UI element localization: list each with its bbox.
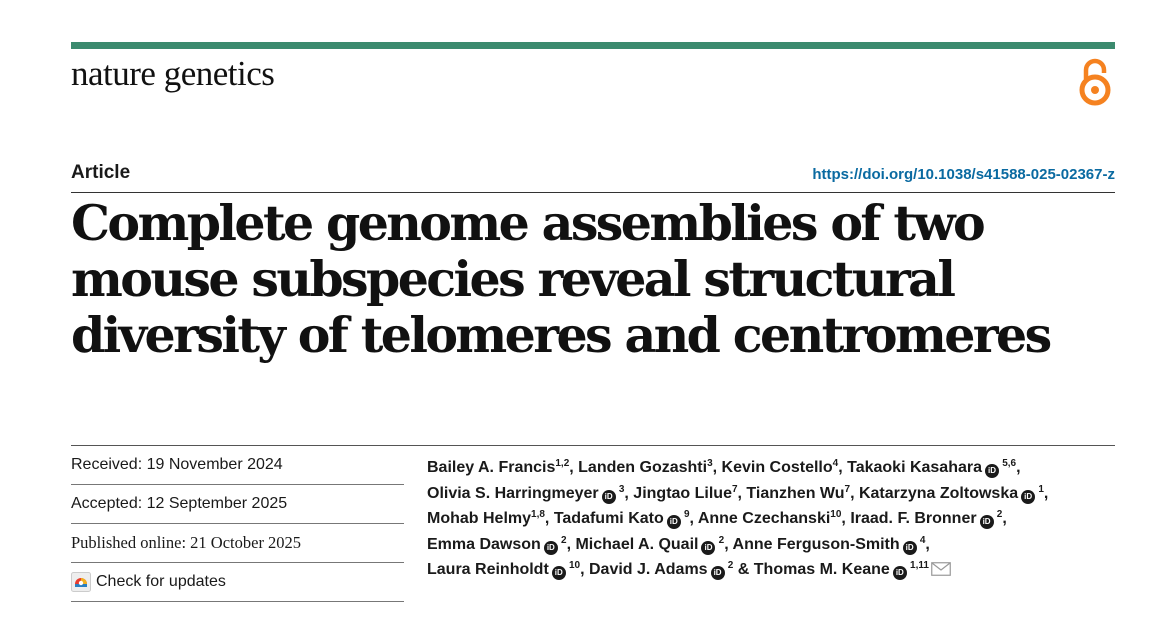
doi-link[interactable]: https://doi.org/10.1038/s41588-025-02367-z xyxy=(812,166,1115,183)
affiliation-marker[interactable]: 7 xyxy=(731,483,738,495)
orcid-icon[interactable]: iD xyxy=(893,566,907,580)
affiliation-marker[interactable]: 7 xyxy=(844,483,851,495)
check-for-updates-icon xyxy=(71,572,91,592)
author-name[interactable]: Iraad. F. Bronner iD $^2$ xyxy=(850,509,1003,527)
affiliation-marker[interactable]: 9 xyxy=(683,509,690,520)
orcid-icon[interactable]: iD xyxy=(667,515,681,529)
author-line: Laura Reinholdt iD $^{10}$, David J. Adams iD $^2$ & Thomas M. Keane iD $^{1,11}$ xyxy=(427,557,1127,583)
author-name[interactable]: Katarzyna Zoltowska iD $^1$ xyxy=(858,483,1044,502)
affiliation-marker[interactable]: 5,6 xyxy=(1002,458,1017,469)
author-name[interactable]: Thomas M. Keane iD $^{1,11}$ xyxy=(753,560,929,578)
orcid-icon[interactable]: iD xyxy=(602,490,616,504)
accepted-date: Accepted: 12 September 2025 xyxy=(71,485,404,524)
author-name[interactable]: Anne Czechanski$^{10}$ xyxy=(697,509,842,527)
article-title: Complete genome assemblies of two mouse subspecies reveal structural diversity of telomeres and centromeres xyxy=(71,194,1050,364)
author-name[interactable]: Landen Gozashti$^3$ xyxy=(578,458,713,476)
orcid-icon[interactable]: iD xyxy=(903,541,917,555)
author-name[interactable]: Olivia S. Harringmeyer iD $^3$ xyxy=(427,483,625,502)
orcid-icon[interactable]: iD xyxy=(544,541,558,555)
orcid-icon[interactable]: iD xyxy=(1021,490,1035,504)
author-name[interactable]: Bailey A. Francis$^{1,2}$ xyxy=(427,458,570,476)
orcid-icon[interactable]: iD xyxy=(985,464,999,478)
received-date: Received: 19 November 2024 xyxy=(71,446,404,485)
affiliation-marker[interactable]: 3 xyxy=(618,483,625,495)
affiliation-marker[interactable]: 1,11 xyxy=(910,560,929,571)
author-name[interactable]: Emma Dawson iD $^2$ xyxy=(427,534,567,553)
article-dates xyxy=(71,446,404,602)
author-name[interactable]: David J. Adams iD $^2$ xyxy=(589,560,734,578)
affiliation-marker[interactable]: 2 xyxy=(996,509,1003,520)
article-type: Article xyxy=(71,162,131,183)
check-for-updates-label: Check for updates xyxy=(96,573,226,590)
author-name[interactable]: Mohab Helmy$^{1,8}$ xyxy=(427,509,545,527)
author-line: Olivia S. Harringmeyer iD $^3$, Jingtao Lilue$^7$, Tianzhen Wu$^7$, Katarzyna Zoltowska iD $^1$, xyxy=(427,483,1049,502)
header-divider xyxy=(71,192,1115,193)
published-date: Published online: 21 October 2025 xyxy=(71,524,404,563)
author-name[interactable]: Kevin Costello$^4$ xyxy=(721,458,839,476)
author-name[interactable]: Tadafumi Kato iD $^9$ xyxy=(553,509,690,527)
author-line: Emma Dawson iD $^2$, Michael A. Quail iD $^2$, Anne Ferguson-Smith iD $^4$, xyxy=(427,534,930,553)
author-line: Bailey A. Francis$^{1,2}$, Landen Gozashti$^3$, Kevin Costello$^4$, Takaoki Kasahara iD $^{5,6}$, xyxy=(427,458,1021,476)
orcid-icon[interactable]: iD xyxy=(552,566,566,580)
orcid-icon[interactable]: iD xyxy=(980,515,994,529)
affiliation-marker[interactable]: 10 xyxy=(568,560,581,571)
author-name[interactable]: Michael A. Quail iD $^2$ xyxy=(575,534,725,553)
author-line: Mohab Helmy$^{1,8}$, Tadafumi Kato iD $^9$, Anne Czechanski$^{10}$, Iraad. F. Bronner iD $^2$, xyxy=(427,509,1007,527)
affiliation-marker[interactable]: 1,8 xyxy=(531,509,545,520)
affiliation-marker[interactable]: 1 xyxy=(1038,483,1044,495)
author-name[interactable]: Jingtao Lilue$^7$ xyxy=(633,483,738,502)
journal-name[interactable]: nature genetics xyxy=(71,54,275,93)
author-name[interactable]: Takaoki Kasahara iD $^{5,6}$ xyxy=(847,458,1017,476)
affiliation-marker[interactable]: 2 xyxy=(561,534,567,546)
check-for-updates-button[interactable] xyxy=(71,563,404,602)
affiliation-marker[interactable]: 10 xyxy=(830,509,842,520)
affiliation-marker[interactable]: 2 xyxy=(727,560,734,571)
author-name[interactable]: Tianzhen Wu$^7$ xyxy=(746,483,851,502)
author-name[interactable]: Laura Reinholdt iD $^{10}$ xyxy=(427,560,581,578)
author-list xyxy=(427,455,1127,583)
orcid-icon[interactable]: iD xyxy=(701,541,715,555)
email-icon[interactable] xyxy=(931,562,951,576)
affiliation-marker[interactable]: 1,2 xyxy=(555,458,570,469)
affiliation-marker[interactable]: 3 xyxy=(707,458,713,469)
journal-accent-bar xyxy=(71,42,1115,49)
open-access-icon xyxy=(1078,57,1112,107)
affiliation-marker[interactable]: 2 xyxy=(718,534,725,546)
orcid-icon[interactable]: iD xyxy=(711,566,725,580)
author-name[interactable]: Anne Ferguson-Smith iD $^4$ xyxy=(732,534,926,553)
affiliation-marker[interactable]: 4 xyxy=(832,458,839,469)
affiliation-marker[interactable]: 4 xyxy=(919,534,926,546)
